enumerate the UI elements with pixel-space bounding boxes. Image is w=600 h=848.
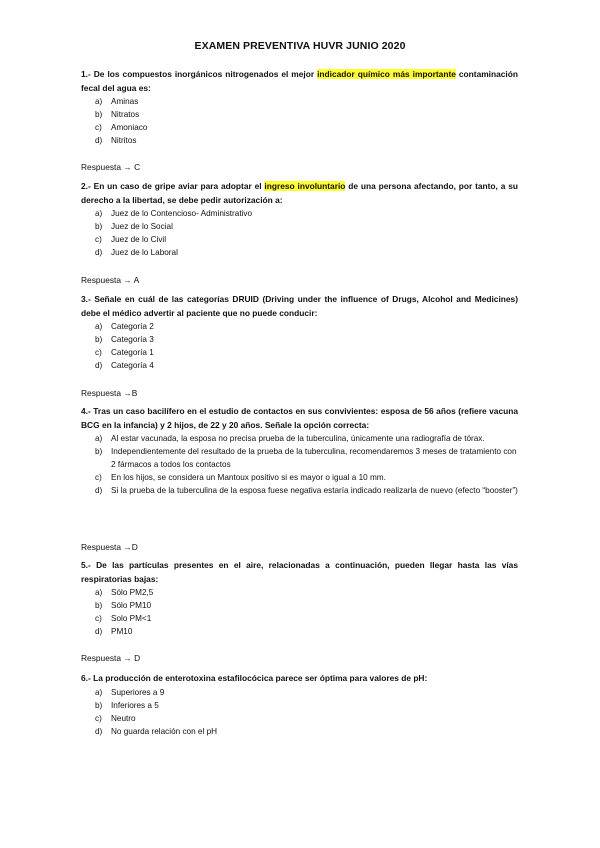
option-text: Aminas: [111, 97, 139, 106]
option-item: [81, 725, 521, 738]
option-item: [81, 220, 521, 233]
option-letter: b): [95, 601, 103, 610]
option-text: Independientemente del resultado de la prueba de la tuberculina, recomendaremos 3 meses de tratamiento con 2 fármacos a todos los contactos: [111, 447, 517, 469]
question-2-text-a: 2.- En un caso de gripe aviar para adoptar el: [81, 181, 265, 191]
answer-2: Respuesta → A: [81, 275, 140, 285]
option-item: [81, 599, 521, 612]
option-letter: d): [95, 727, 103, 736]
option-letter: c): [95, 235, 102, 244]
option-letter: a): [95, 588, 103, 597]
option-item: [81, 246, 521, 259]
question-1-text-a: 1.- De los compuestos inorgánicos nitrogenados el mejor: [81, 69, 318, 79]
question-5-options: [81, 586, 521, 638]
option-item: [81, 233, 521, 246]
option-letter: d): [95, 486, 103, 495]
option-letter: d): [95, 136, 103, 145]
answer-5: Respuesta → D: [81, 653, 141, 663]
question-6-options: [81, 686, 521, 738]
option-letter: c): [95, 473, 102, 482]
option-text: Juez de lo Contencioso- Administrativo: [111, 209, 253, 218]
answer-3: Respuesta →B: [81, 388, 138, 398]
question-2-text-b: de una persona afectando, por tanto, a su derecho a la libertad, se debe pedir autorización a:: [81, 181, 518, 205]
option-item: [81, 333, 521, 346]
option-text: Categoría 2: [111, 322, 154, 331]
option-item: [81, 95, 521, 108]
option-letter: b): [95, 447, 103, 456]
option-letter: a): [95, 322, 103, 331]
option-item: [81, 484, 521, 497]
option-item: [81, 320, 521, 333]
option-item: [81, 134, 521, 147]
question-2-stem: [81, 180, 518, 207]
option-item: [81, 686, 521, 699]
option-text: Juez de lo Social: [111, 222, 173, 231]
option-item: [81, 108, 521, 121]
question-1-highlight: indicador químico más importante: [317, 69, 456, 79]
question-5-stem: 5.- De las partículas presentes en el aire, relacionadas a continuación, pueden llegar hasta las vías respiratorias bajas:: [81, 560, 518, 584]
option-item: [81, 612, 521, 625]
option-text: Categoría 4: [111, 361, 154, 370]
option-text: Juez de lo Civil: [111, 235, 167, 244]
option-letter: c): [95, 714, 102, 723]
option-text: Nitratos: [111, 110, 140, 119]
option-letter: b): [95, 110, 103, 119]
option-item: [81, 586, 521, 599]
question-3-options: [81, 320, 521, 372]
option-item: [81, 121, 521, 134]
option-text: Categoría 1: [111, 348, 154, 357]
option-text: No guarda relación con el pH: [111, 727, 218, 736]
option-text: En los hijos, se considera un Mantoux positivo si es mayor o igual a 10 mm.: [111, 473, 386, 482]
option-letter: d): [95, 627, 103, 636]
option-letter: c): [95, 614, 102, 623]
question-2-options: [81, 207, 521, 259]
answer-1: Respuesta → C: [81, 162, 141, 172]
question-6-stem: 6.- La producción de enterotoxina estafilocócica parece ser óptima para valores de pH:: [81, 673, 428, 683]
option-text: Solo PM<1: [111, 614, 152, 623]
question-1-options: [81, 95, 521, 147]
option-letter: c): [95, 348, 102, 357]
question-2-highlight: ingreso involuntario: [264, 181, 346, 191]
question-4-stem: 4.- Tras un caso bacilífero en el estudio de contactos en sus convivientes: esposa de 56 años (refiere vacuna BCG en la infancia) y 2 hijos, de 22 y 20 años. Señale la opción correcta:: [81, 406, 518, 430]
option-item: [81, 359, 521, 372]
option-text: Neutro: [111, 714, 136, 723]
option-letter: d): [95, 248, 103, 257]
option-text: Juez de lo Laboral: [111, 248, 178, 257]
option-text: Categoría 3: [111, 335, 154, 344]
option-text: Amoniaco: [111, 123, 148, 132]
option-letter: a): [95, 209, 103, 218]
answer-4: Respuesta →D: [81, 542, 138, 552]
option-letter: a): [95, 97, 103, 106]
option-text: Sólo PM10: [111, 601, 152, 610]
document-title: EXAMEN PREVENTIVA HUVR JUNIO 2020: [194, 40, 406, 52]
option-text: Sólo PM2,5: [111, 588, 154, 597]
question-4-options: [81, 432, 521, 497]
option-item: [81, 432, 521, 445]
option-item: [81, 346, 521, 359]
option-item: [81, 625, 521, 638]
option-item: [81, 445, 521, 471]
question-1-stem: [81, 68, 518, 95]
option-item: [81, 471, 521, 484]
option-text: Si la prueba de la tuberculina de la esposa fuese negativa estaría indicado realizarla de nuevo (efecto “booster”): [111, 486, 518, 495]
question-3-stem: 3.- Señale en cuál de las categorías DRUID (Driving under the influence of Drugs, Alcohol and Medicines) debe el médico advertir al paciente que no puede conducir:: [81, 294, 518, 318]
option-letter: a): [95, 688, 103, 697]
question-1-text-b: contaminación fecal del agua es:: [81, 69, 518, 93]
option-item: [81, 712, 521, 725]
option-letter: b): [95, 222, 103, 231]
option-letter: c): [95, 123, 102, 132]
option-text: Al estar vacunada, la esposa no precisa prueba de la tuberculina, únicamente una radiografía de tórax.: [111, 434, 485, 443]
option-text: Nitritos: [111, 136, 137, 145]
option-item: [81, 699, 521, 712]
option-letter: a): [95, 434, 103, 443]
option-letter: b): [95, 701, 103, 710]
option-letter: d): [95, 361, 103, 370]
option-item: [81, 207, 521, 220]
option-text: PM10: [111, 627, 133, 636]
option-text: Superiores a 9: [111, 688, 165, 697]
option-letter: b): [95, 335, 103, 344]
option-text: Inferiores a 5: [111, 701, 159, 710]
